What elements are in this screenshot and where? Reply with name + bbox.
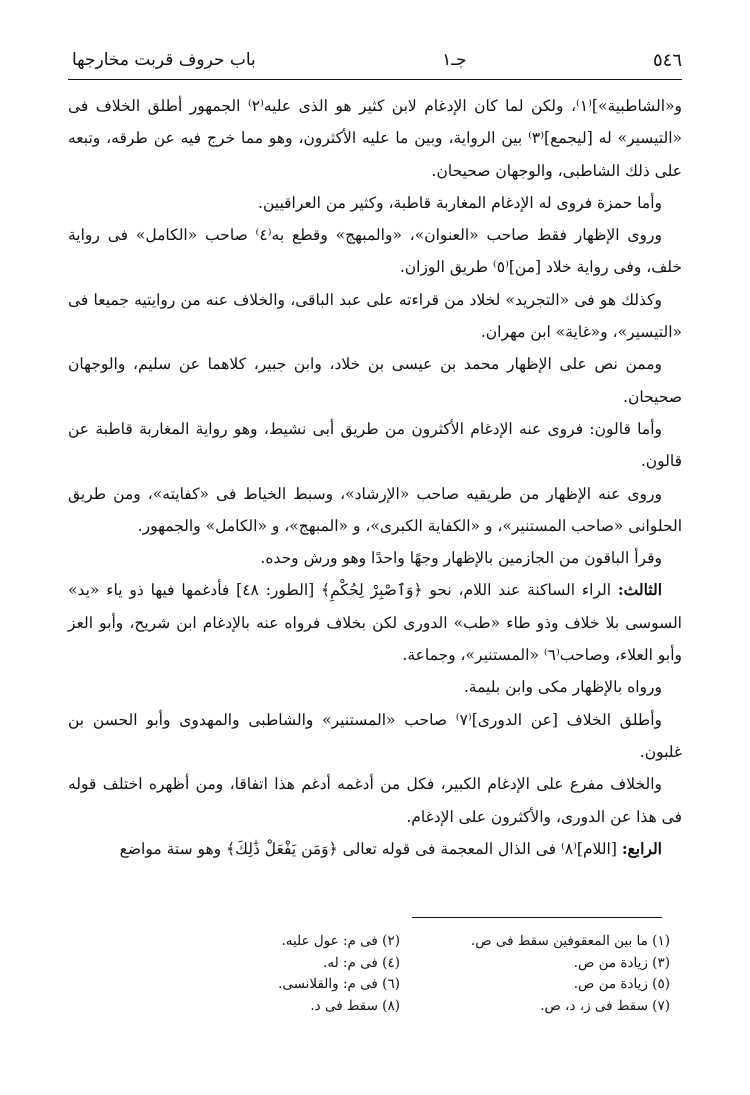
- paragraph: وأما حمزة فروى له الإدغام المغاربة قاطبة، وكثير من العراقيين.: [258, 193, 662, 212]
- footnote: (٥) زيادة من ص.: [573, 976, 670, 992]
- section-lead-fourth: الرابع:: [621, 838, 662, 858]
- paragraph: وروى عنه الإظهار من طريقيه صاحب «الإرشاد»، وسبط الخياط فى «كفايته»، ومن طريق الحلوانى «صاحب المستنير»، و «الكفاية الكبرى»، و «المبهج»، و «الكامل» والجمهور.: [68, 484, 682, 535]
- footnote: (١) ما بين المعقوفين سقط فى ص.: [470, 933, 670, 949]
- footnote: (٣) زيادة من ص.: [573, 954, 670, 971]
- main-text: [68, 90, 682, 865]
- paragraph-third-case: [68, 574, 682, 671]
- footnote: (٦) فى م: والقلانسى.: [278, 976, 400, 992]
- paragraph: وروى الإظهار فقط صاحب «العنوان»، «والمبهج» وقطع به⁽٤⁾ صاحب «الكامل» فى رواية خلف، وفى رواية خلاد [من]⁽٥⁾ طريق الوزان.: [68, 226, 682, 277]
- third-case-body: فأدغمها فيها ذو ياء «يد» السوسى بلا خلاف وذو طاء «طب» الدورى لكن بخلاف فرواه عنه بالإدغام ابن شريح، وأبو العز وأبو العلاء، وصاحب⁽٦⁾ «المستنير»، وجماعة.: [68, 581, 682, 665]
- paragraph: ورواه بالإظهار مكى وابن بليمة.: [463, 678, 662, 697]
- header-divider: [68, 79, 682, 80]
- footnote-divider: [412, 917, 662, 918]
- section-lead-third: الثالث:: [617, 580, 662, 600]
- paragraph: وأما قالون: فروى عنه الإدغام الأكثرون من طريق أبى نشيط، وهو رواية المغاربة قاطبة عن قالون.: [68, 419, 682, 471]
- footnote: (٧) سقط فى ز، د، ص.: [540, 997, 670, 1014]
- paragraph: و«الشاطبية»]⁽١⁾، ولكن لما كان الإدغام لابن كثير هو الذى عليه⁽٢⁾ الجمهور أطلق الخلاف فى «التيسير» له [ليجمع]⁽٣⁾ بين الرواية، وبين ما عليه الأكثرون، وهو مما خرج فيه عن طرقه، وتبعه على ذلك الشاطبى، والوجهان صحيحان.: [68, 97, 683, 180]
- footnotes-column-right: [400, 931, 670, 1017]
- footnote: (٢) فى م: عول عليه.: [281, 933, 400, 949]
- footnotes: [150, 931, 670, 1017]
- footnotes-column-left: [170, 931, 400, 1017]
- volume-label: جـ١: [442, 50, 467, 70]
- paragraph: وكذلك هو فى «التجريد» لخلاد من قراءته على عبد الباقى، والخلاف عنه من روايتيه جميعا فى «التيسير»، و«غاية» ابن مهران.: [68, 290, 682, 342]
- page-number: ٥٤٦: [652, 49, 682, 71]
- paragraph-fourth-case: [68, 833, 682, 865]
- footnote: (٨) سقط فى د.: [310, 997, 400, 1014]
- chapter-title: باب حروف قربت مخارجها: [72, 50, 256, 70]
- paragraph: وأطلق الخلاف [عن الدورى]⁽٧⁾ صاحب «المستنير» والشاطبى والمهدوى وأبو الحسن بن غلبون.: [68, 710, 682, 761]
- footnote: (٤) فى م: له.: [323, 954, 400, 971]
- running-header: [72, 44, 682, 76]
- paragraph: والخلاف مفرع على الإدغام الكبير، فكل من أدغمه أدغم هذا اتفاقا، ومن أظهره اختلف قوله فى هذا عن الدورى، والأكثرون على الإدغام.: [68, 775, 682, 826]
- paragraph: وقرأ الباقون من الجازمين بالإظهار وجهًا واحدًا وهو ورش وحده.: [260, 549, 662, 568]
- paragraph: وممن نص على الإظهار محمد بن عيسى بن خلاد، وابن جبير، كلاهما عن سليم، والوجهان صحيحان.: [68, 355, 682, 406]
- fourth-case-text: [اللام]⁽٨⁾ فى الذال المعجمة فى قوله تعالى ﴿وَمَن يَفْعَلْ ذَٰلِكَ﴾ وهو ستة مواضع: [119, 839, 622, 858]
- third-case-intro: الراء الساكنة عند اللام، نحو ﴿وَٱصْبِرْ لِحُكْمِ﴾ [الطور: ٤٨]: [229, 581, 618, 600]
